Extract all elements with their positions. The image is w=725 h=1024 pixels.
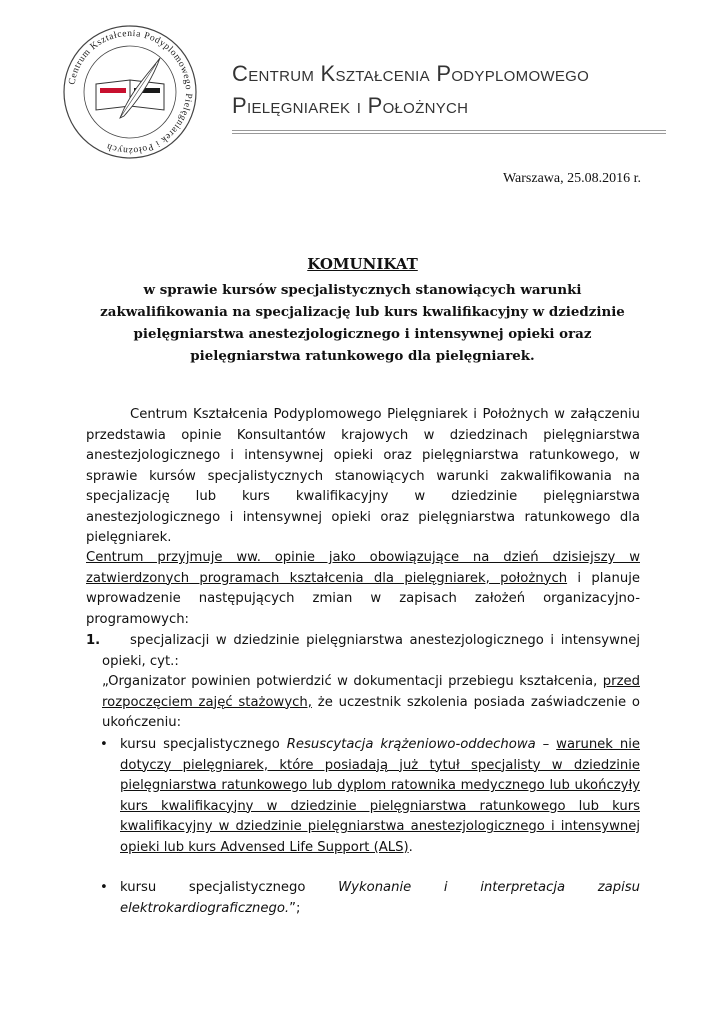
organization-name-line1: Centrum Kształcenia Podyplomowego	[232, 61, 590, 86]
bullet-2-prefix: kursu specjalistycznego	[120, 880, 339, 895]
quote-part1: „Organizator powinien potwierdzić w dokumentacji przebiegu kształcenia,	[102, 674, 603, 689]
bullet-1-underlined: warunek nie dotyczy pielęgniarek, które posiadają już tytuł specjalisty w dziedzinie pielęgniarstwa ratunkowego lub dyplom ratownika medycznego lub ukończyły kurs kwalifikacyjny w dziedzinie pielęgniarstwa ratunkowego lub kurs kwalifikacyjny w dziedzinie pielęgniarstwa anestezjologicznego i intensywnej opieki lub kurs Advensed Life Support (ALS)	[120, 737, 640, 855]
bullet-item-1	[120, 735, 640, 858]
header-divider-1	[232, 130, 666, 131]
logo-ring-text: Centrum Kształcenia Podyplomowego Pielęgniarek i Położnych	[67, 28, 194, 156]
bullet-symbol-1: •	[100, 737, 108, 752]
list-item-number: 1.	[86, 633, 101, 648]
document-subtitle: w sprawie kursów specjalistycznych stanowiących warunki zakwalifikowania na specjalizację lub kurs kwalifikacyjny w dziedzinie pielęgniarstwa anestezjologicznego i intensywnej opieki oraz pielęgniarstwa ratunkowego dla pielęgniarek.	[100, 282, 625, 364]
header-divider-2	[232, 133, 666, 134]
organization-name-line2: Pielęgniarek i Położnych	[232, 93, 469, 118]
bullet-1-italic: Resuscytacja krążeniowo-oddechowa	[286, 737, 536, 752]
paragraph-decision-rest: i planuje wprowadzenie następujących zmian w zapisach założeń organizacyjno-programowych:	[86, 570, 640, 627]
bullet-2-suffix: ”;	[289, 900, 301, 916]
flag-red-stripe	[100, 88, 126, 93]
bullet-1-suffix: .	[408, 839, 413, 855]
quote-part2: że uczestnik szkolenia posiada zaświadczenie o ukończeniu:	[102, 694, 641, 730]
bullet-1-dash: –	[535, 737, 557, 752]
organization-name	[232, 58, 589, 122]
paragraph-intro: Centrum Kształcenia Podyplomowego Pielęgniarek i Położnych w załączeniu przedstawia opinie Konsultantów krajowych w dziedzinach pielęgniarstwa anestezjologicznego i intensywnej opieki oraz pielęgniarstwa ratunkowego, w sprawie kursów specjalistycznych stanowiących warunki zakwalifikowania na specjalizację lub kurs kwalifikacyjny w dziedzinie pielęgniarstwa anestezjologicznego i intensywnej opieki oraz pielęgniarstwa ratunkowego dla pielęgniarek.	[86, 407, 640, 545]
quote-block	[102, 672, 640, 734]
bullet-2-italic: Wykonanie i interpretacja zapisu elektrokardiograficznego.	[120, 880, 641, 916]
bullet-item-2	[120, 878, 640, 919]
paragraph-decision	[86, 548, 640, 630]
list-item-1-text: specjalizacji w dziedzinie pielęgniarstwa anestezjologicznego i intensywnej opieki, cyt.:	[102, 633, 640, 669]
bullet-symbol-2: •	[100, 880, 108, 895]
document-date: Warszawa, 25.08.2016 r.	[502, 171, 641, 186]
paragraph-decision-underlined: Centrum przyjmuje ww. opinie jako obowiązujące na dzień dzisiejszy w zatwierdzonych programach kształcenia dla pielęgniarek, położnych	[86, 550, 640, 586]
document-title: KOMUNIKAT	[307, 255, 418, 273]
institution-logo	[60, 22, 200, 162]
bullet-1-prefix: kursu specjalistycznego	[120, 737, 287, 752]
quote-underlined: przed rozpoczęciem zajęć stażowych,	[102, 674, 640, 710]
